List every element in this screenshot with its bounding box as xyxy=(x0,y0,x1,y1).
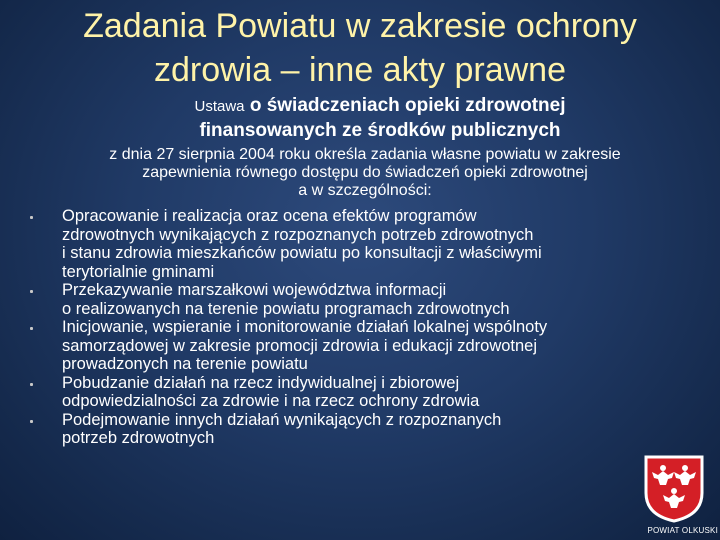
item-line: zdrowotnych wynikających z rozpoznanych potrzeb zdrowotnych xyxy=(62,225,534,244)
coat-of-arms-icon xyxy=(644,455,704,523)
bullet-icon xyxy=(30,327,33,330)
intro-line-2: zapewnienia równego dostępu do świadczeń opieki zdrowotnej xyxy=(142,164,588,181)
item-line: o realizowanych na terenie powiatu programach zdrowotnych xyxy=(62,299,510,318)
item-line: terytorialnie gminami xyxy=(62,262,215,281)
intro-paragraph xyxy=(30,146,700,200)
act-name-line-2: finansowanych ze środków publicznych xyxy=(199,120,561,141)
list-item xyxy=(30,374,690,411)
list-item xyxy=(30,207,690,281)
bullet-icon xyxy=(30,290,33,293)
bullet-icon xyxy=(30,383,33,386)
list-item xyxy=(30,411,690,448)
slide-title xyxy=(0,4,720,92)
title-line-1: Zadania Powiatu w zakresie ochrony xyxy=(83,7,637,45)
item-line: Pobudzanie działań na rzecz indywidualnej i zbiorowej xyxy=(62,373,460,392)
item-line: potrzeb zdrowotnych xyxy=(62,429,215,447)
act-title xyxy=(90,94,670,143)
bullet-icon xyxy=(30,216,33,219)
item-line: samorządowej w zakresie promocji zdrowia i edukacji zdrowotnej xyxy=(62,336,538,355)
item-line: prowadzonych na terenie powiatu xyxy=(62,355,308,373)
intro-line-3: a w szczególności: xyxy=(298,182,432,199)
item-line: Podejmowanie innych działań wynikających z rozpoznanych xyxy=(62,410,502,429)
bullet-icon xyxy=(30,420,33,423)
item-line: Inicjowanie, wspieranie i monitorowanie działań lokalnej wspólnoty xyxy=(62,318,548,336)
list-item xyxy=(30,281,690,318)
item-line: odpowiedzialności za zdrowie i na rzecz ochrony zdrowia xyxy=(62,392,480,410)
list-item xyxy=(30,318,690,374)
item-line: Opracowanie i realizacja oraz ocena efektów programów xyxy=(62,207,477,225)
task-list xyxy=(30,207,690,448)
crest-label: POWIAT OLKUSKI xyxy=(647,526,718,535)
title-line-2: zdrowia – inne akty prawne xyxy=(153,51,566,89)
item-line: i stanu zdrowia mieszkańców powiatu po konsultacji z właściwymi xyxy=(62,244,542,262)
intro-line-1: z dnia 27 sierpnia 2004 roku określa zadania własne powiatu w zakresie xyxy=(109,146,621,163)
item-line: Przekazywanie marszałkowi województwa informacji xyxy=(62,281,447,299)
act-prefix: Ustawa xyxy=(194,98,245,115)
act-name-line-1: o świadczeniach opieki zdrowotnej xyxy=(249,95,566,116)
